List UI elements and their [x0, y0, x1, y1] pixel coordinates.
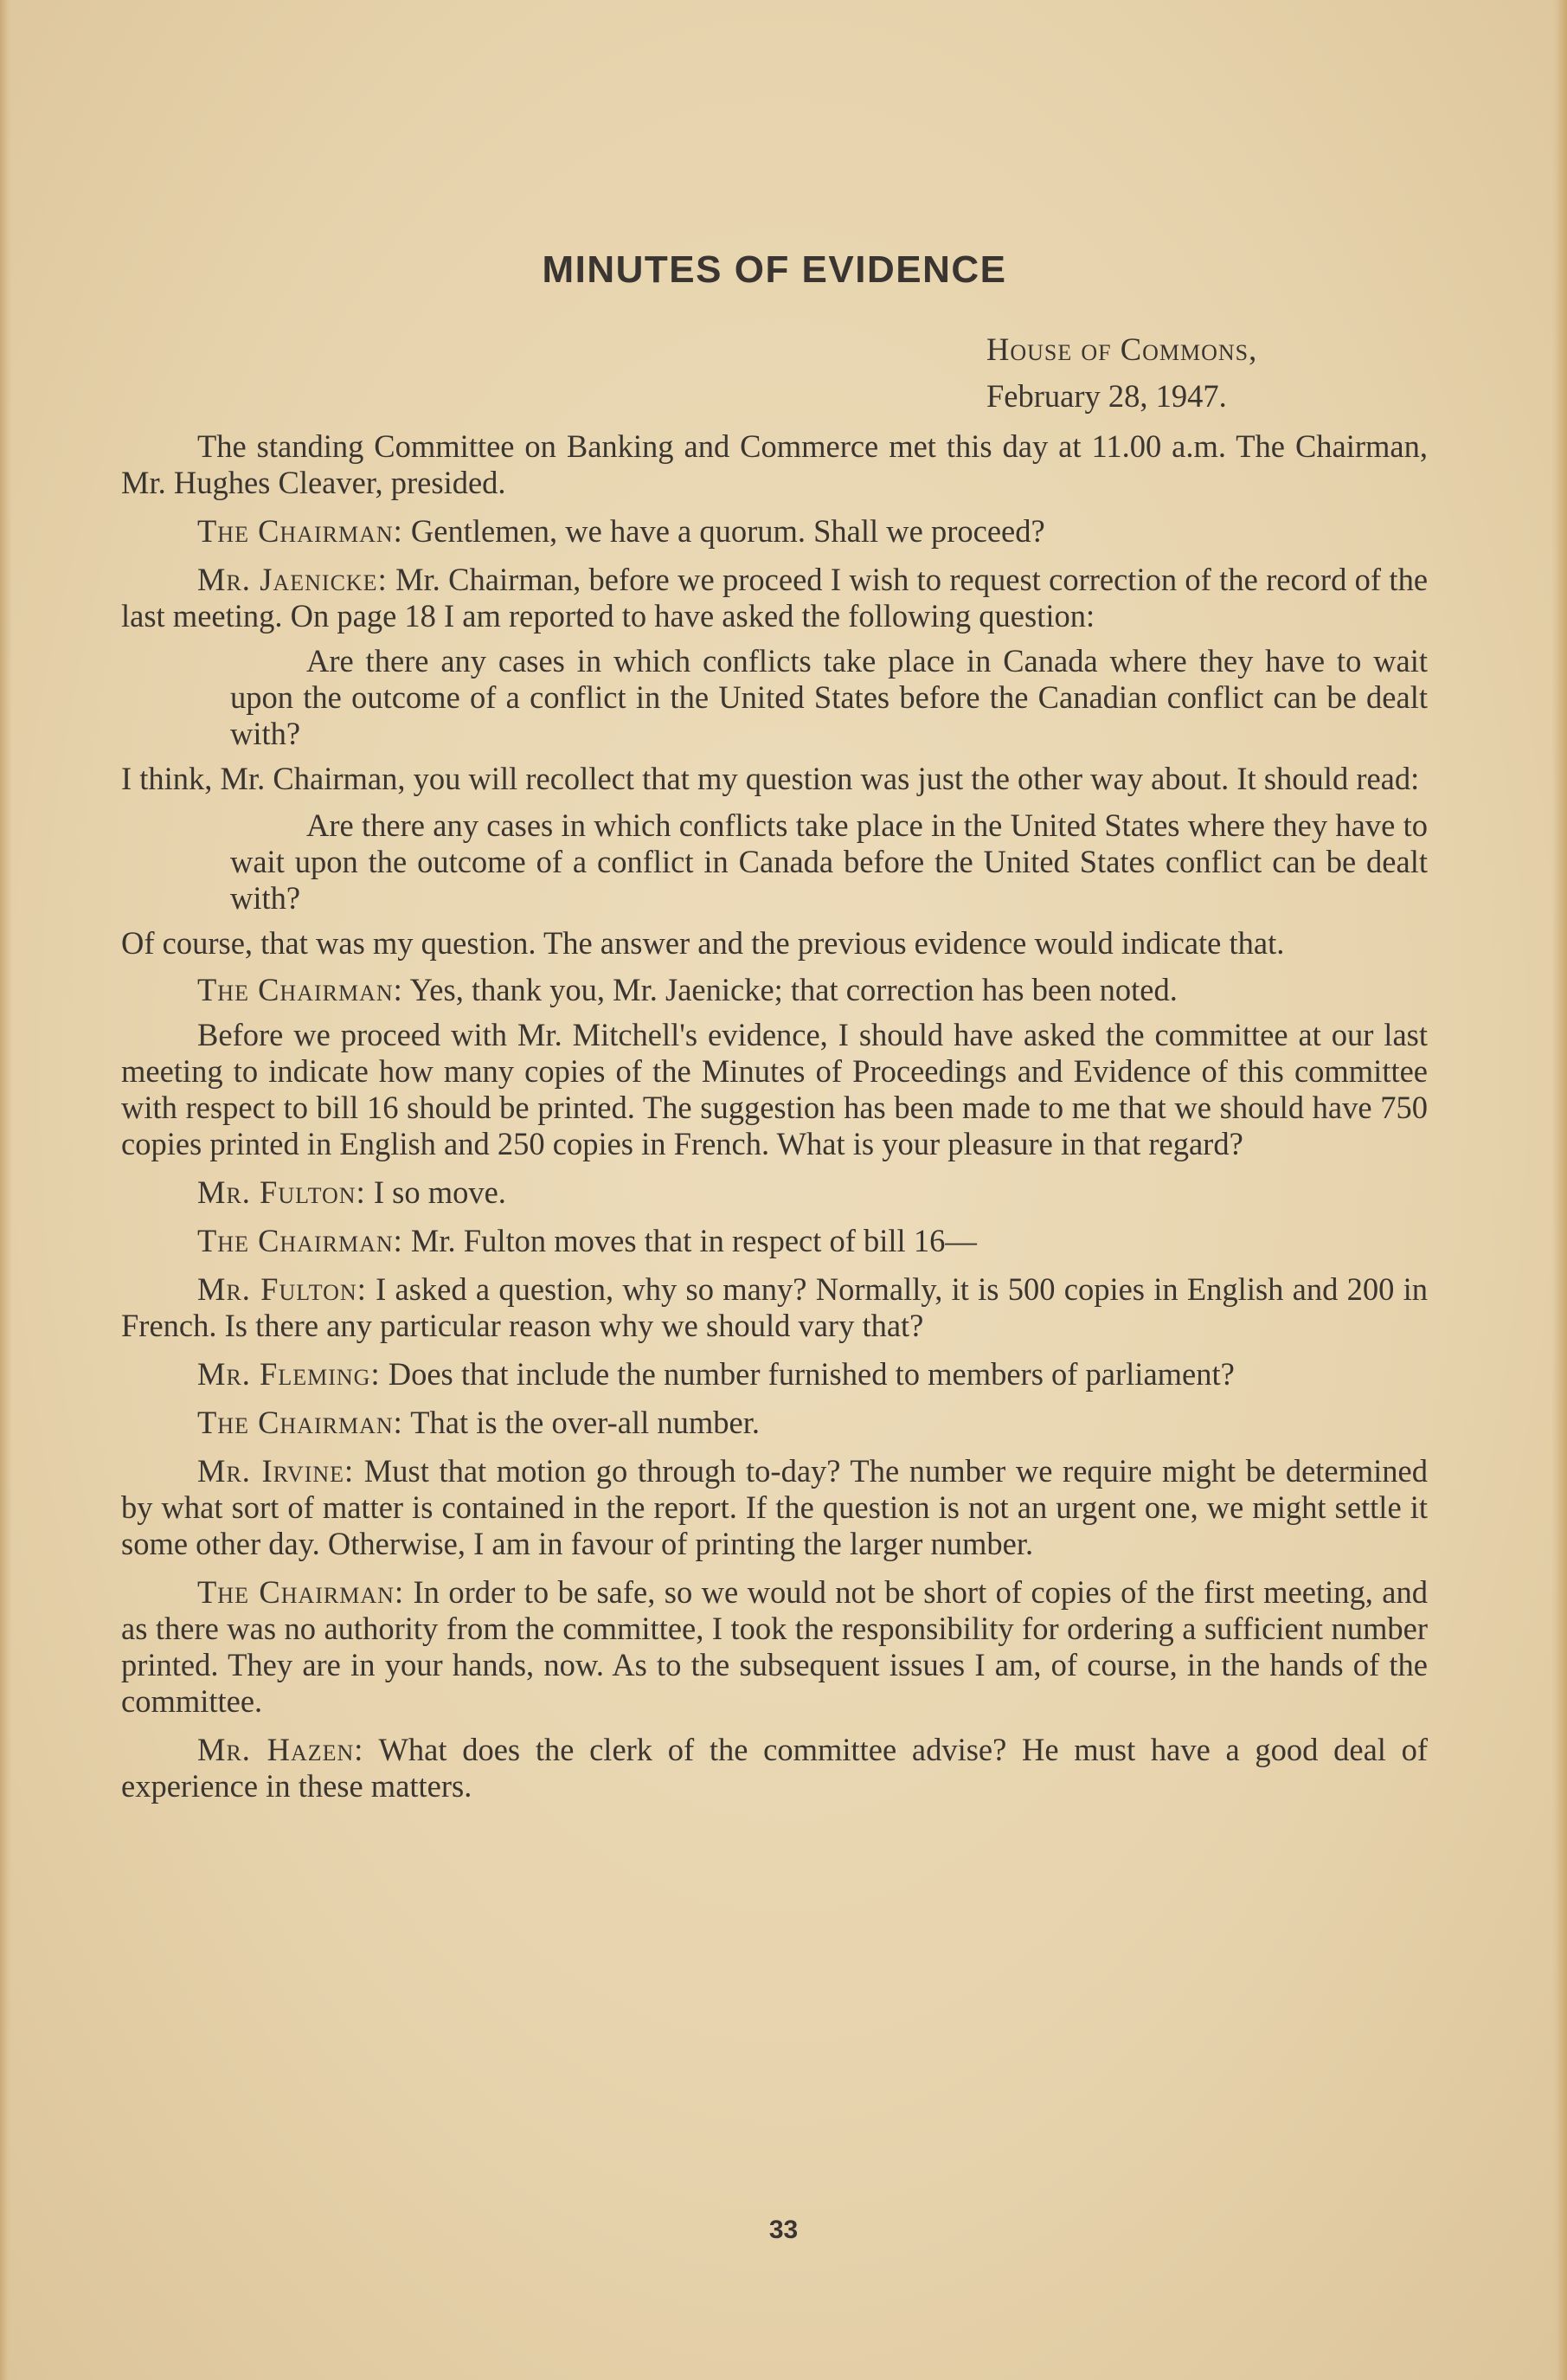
speech-paragraph: Mr. Fulton: I so move. [197, 1174, 506, 1210]
dateline [121, 326, 1428, 420]
page-body [121, 247, 1428, 1817]
speech-paragraph: The Chairman: In order to be safe, so we would not be short of copies of the first meeting, and as there was no authority from the committee, I took the responsibility for ordering a sufficient number printed. They are in your hands, now. As to the subsequent issues I am, of course, in the hands of the committee. [121, 1574, 1428, 1719]
speaker-name: The Chairman: [197, 1405, 403, 1440]
speech-paragraph: Mr. Hazen: What does the clerk of the committee advise? He must have a good deal of experience in these matters. [121, 1732, 1429, 1804]
page-title: MINUTES OF EVIDENCE [542, 248, 1007, 291]
page-number: 33 [768, 2216, 799, 2244]
speech-paragraph: The Chairman: That is the over-all number. [197, 1405, 760, 1440]
speaker-name: Mr. Fulton: [197, 1271, 367, 1307]
block-quote: Are there any cases in which conflicts take place in the United States where they have to wait upon the outcome of a conflict in Canada before the United States conflict can be dealt with? [230, 807, 1428, 916]
speaker-name: Mr. Jaenicke: [197, 562, 388, 597]
speech-paragraph: The Chairman: Mr. Fulton moves that in respect of bill 16— [197, 1223, 977, 1258]
block-quote: Are there any cases in which conflicts take place in Canada where they have to wait upon the outcome of a conflict in the United States before the Canadian conflict can be dealt with? [230, 643, 1428, 751]
speaker-name: Mr. Irvine: [197, 1453, 355, 1489]
dateline-date: February 28, 1947. [986, 378, 1227, 414]
speech-paragraph: The Chairman: Gentlemen, we have a quorum. Shall we proceed? [197, 513, 1045, 549]
speaker-name: Mr. Hazen: [197, 1732, 364, 1767]
dateline-place: House of Commons, [986, 331, 1258, 367]
speaker-name: The Chairman: [197, 1223, 403, 1258]
speech-paragraph: Before we proceed with Mr. Mitchell's evidence, I should have asked the committee at our last meeting to indicate how many copies of the Minutes of Proceedings and Evidence of this committee with respect to bill 16 should be printed. The suggestion has been made to me that we should have 750 copies printed in English and 250 copies in French. What is your pleasure in that regard? [121, 1017, 1428, 1161]
speaker-name: The Chairman: [197, 972, 403, 1007]
speech-paragraph: Mr. Jaenicke: Mr. Chairman, before we proceed I wish to request correction of the record of the last meeting. On page 18 I am reported to have asked the following question: [121, 562, 1429, 634]
speech-paragraph: The Chairman: Yes, thank you, Mr. Jaenicke; that correction has been noted. [197, 972, 1178, 1007]
speech-paragraph: Mr. Fleming: Does that include the number furnished to members of parliament? [197, 1356, 1235, 1392]
page-edge-left [0, 0, 12, 2380]
speaker-name: The Chairman: [197, 1574, 405, 1610]
speaker-name: Mr. Fleming: [197, 1356, 381, 1392]
continuation-paragraph: I think, Mr. Chairman, you will recollect that my question was just the other way about. It should read: [121, 761, 1420, 796]
speaker-name: Mr. Fulton: [197, 1174, 366, 1210]
continuation-paragraph: Of course, that was my question. The answer and the previous evidence would indicate that. [121, 925, 1285, 961]
opening-paragraph: The standing Committee on Banking and Commerce met this day at 11.00 a.m. The Chairman, Mr. Hughes Cleaver, presided. [121, 428, 1428, 500]
speech-paragraph: Mr. Irvine: Must that motion go through to-day? The number we require might be determined by what sort of matter is contained in the report. If the question is not an urgent one, we might settle it some other day. Otherwise, I am in favour of printing the larger number. [121, 1453, 1428, 1561]
page-edge-right [1551, 0, 1567, 2380]
speech-paragraph: Mr. Fulton: I asked a question, why so many? Normally, it is 500 copies in English and 200 in French. Is there any particular reason why we should vary that? [121, 1271, 1429, 1343]
speaker-name: The Chairman: [197, 513, 403, 549]
